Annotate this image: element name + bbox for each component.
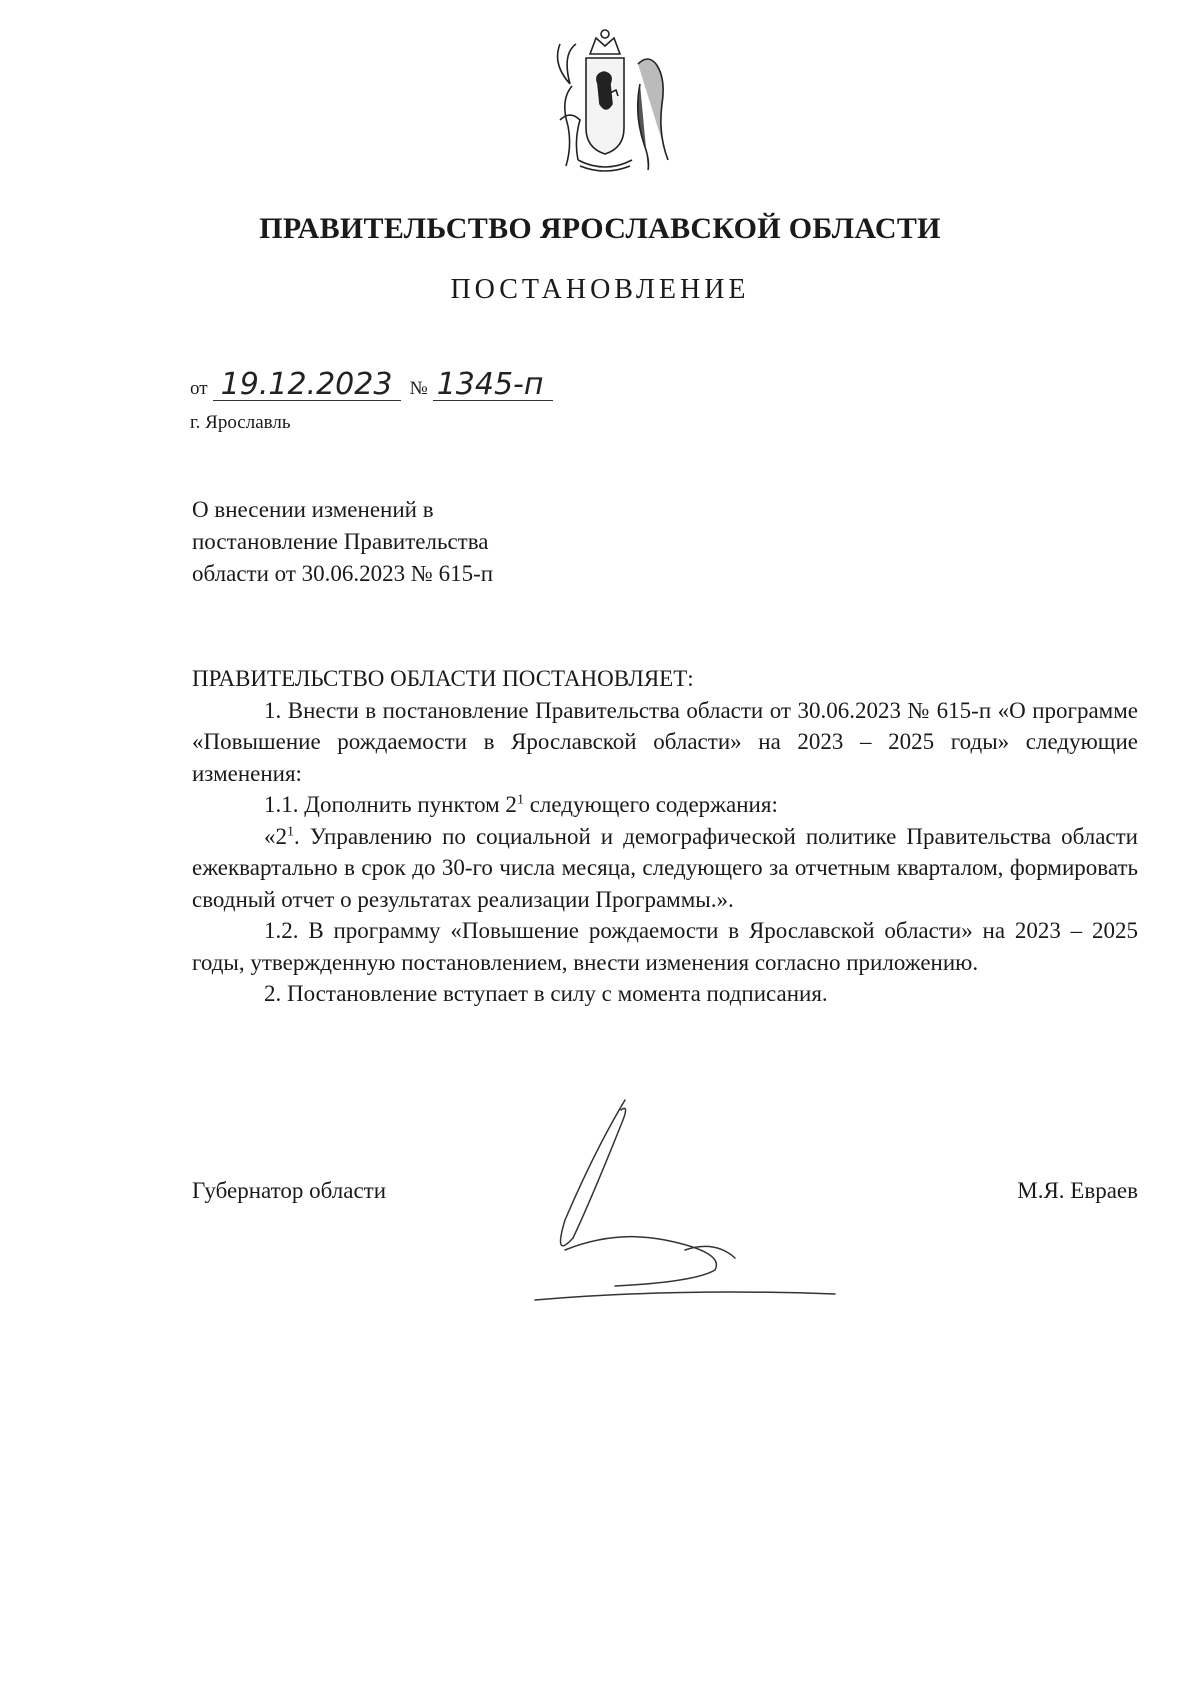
resolves-heading: ПРАВИТЕЛЬСТВО ОБЛАСТИ ПОСТАНОВЛЯЕТ: bbox=[192, 666, 694, 691]
paragraph-1: 1. Внести в постановление Правительства области от 30.06.2023 № 615-п «О программе «Повышение рождаемости в Ярославской области» на 2023 – 2025 годы» следующие изменения: bbox=[192, 697, 1138, 786]
paragraph-text: 1.1. Дополнить пунктом 2 bbox=[264, 792, 517, 817]
paragraph-2-1-quote bbox=[192, 821, 1138, 916]
subject-line: постановление Правительства bbox=[192, 529, 489, 554]
city: г. Ярославль bbox=[190, 412, 291, 433]
signatory-position: Губернатор области bbox=[192, 1178, 387, 1203]
organization-title: ПРАВИТЕЛЬСТВО ЯРОСЛАВСКОЙ ОБЛАСТИ bbox=[259, 212, 941, 245]
number-prefix: № bbox=[409, 378, 428, 399]
coat-of-arms-icon bbox=[520, 24, 690, 180]
subject-line: О внесении изменений в bbox=[192, 497, 434, 522]
paragraph-1-1 bbox=[192, 789, 1138, 821]
paragraph-text: . Управлению по социальной и демографической политике Правительства области ежеквартально в срок до 30-го числа месяца, следующего за отчетным кварталом, формировать сводный отчет о результатах реализации Программы.». bbox=[192, 823, 1138, 912]
superscript: 1 bbox=[287, 823, 294, 839]
superscript: 1 bbox=[516, 792, 524, 808]
date-prefix: от bbox=[190, 378, 208, 399]
number-value: 1345-п bbox=[433, 370, 553, 401]
signatory-name: М.Я. Евраев bbox=[1017, 1178, 1138, 1203]
document-body bbox=[192, 663, 1138, 1010]
subject-line: области от 30.06.2023 № 615-п bbox=[192, 561, 494, 586]
paragraph-2: 2. Постановление вступает в силу с момента подписания. bbox=[264, 981, 828, 1006]
paragraph-1-2: 1.2. В программу «Повышение рождаемости в Ярославской области» на 2023 – 2025 годы, утвержденную постановлением, внести изменения согласно приложению. bbox=[192, 918, 1138, 975]
paragraph-text: «2 bbox=[264, 823, 287, 849]
date-value: 19.12.2023 bbox=[213, 370, 401, 401]
document-meta bbox=[190, 367, 557, 402]
document-subject bbox=[192, 494, 612, 590]
paragraph-text: следующего содержания: bbox=[523, 792, 778, 817]
document-type: ПОСТАНОВЛЕНИЕ bbox=[450, 274, 750, 305]
signature-icon bbox=[495, 1090, 915, 1320]
